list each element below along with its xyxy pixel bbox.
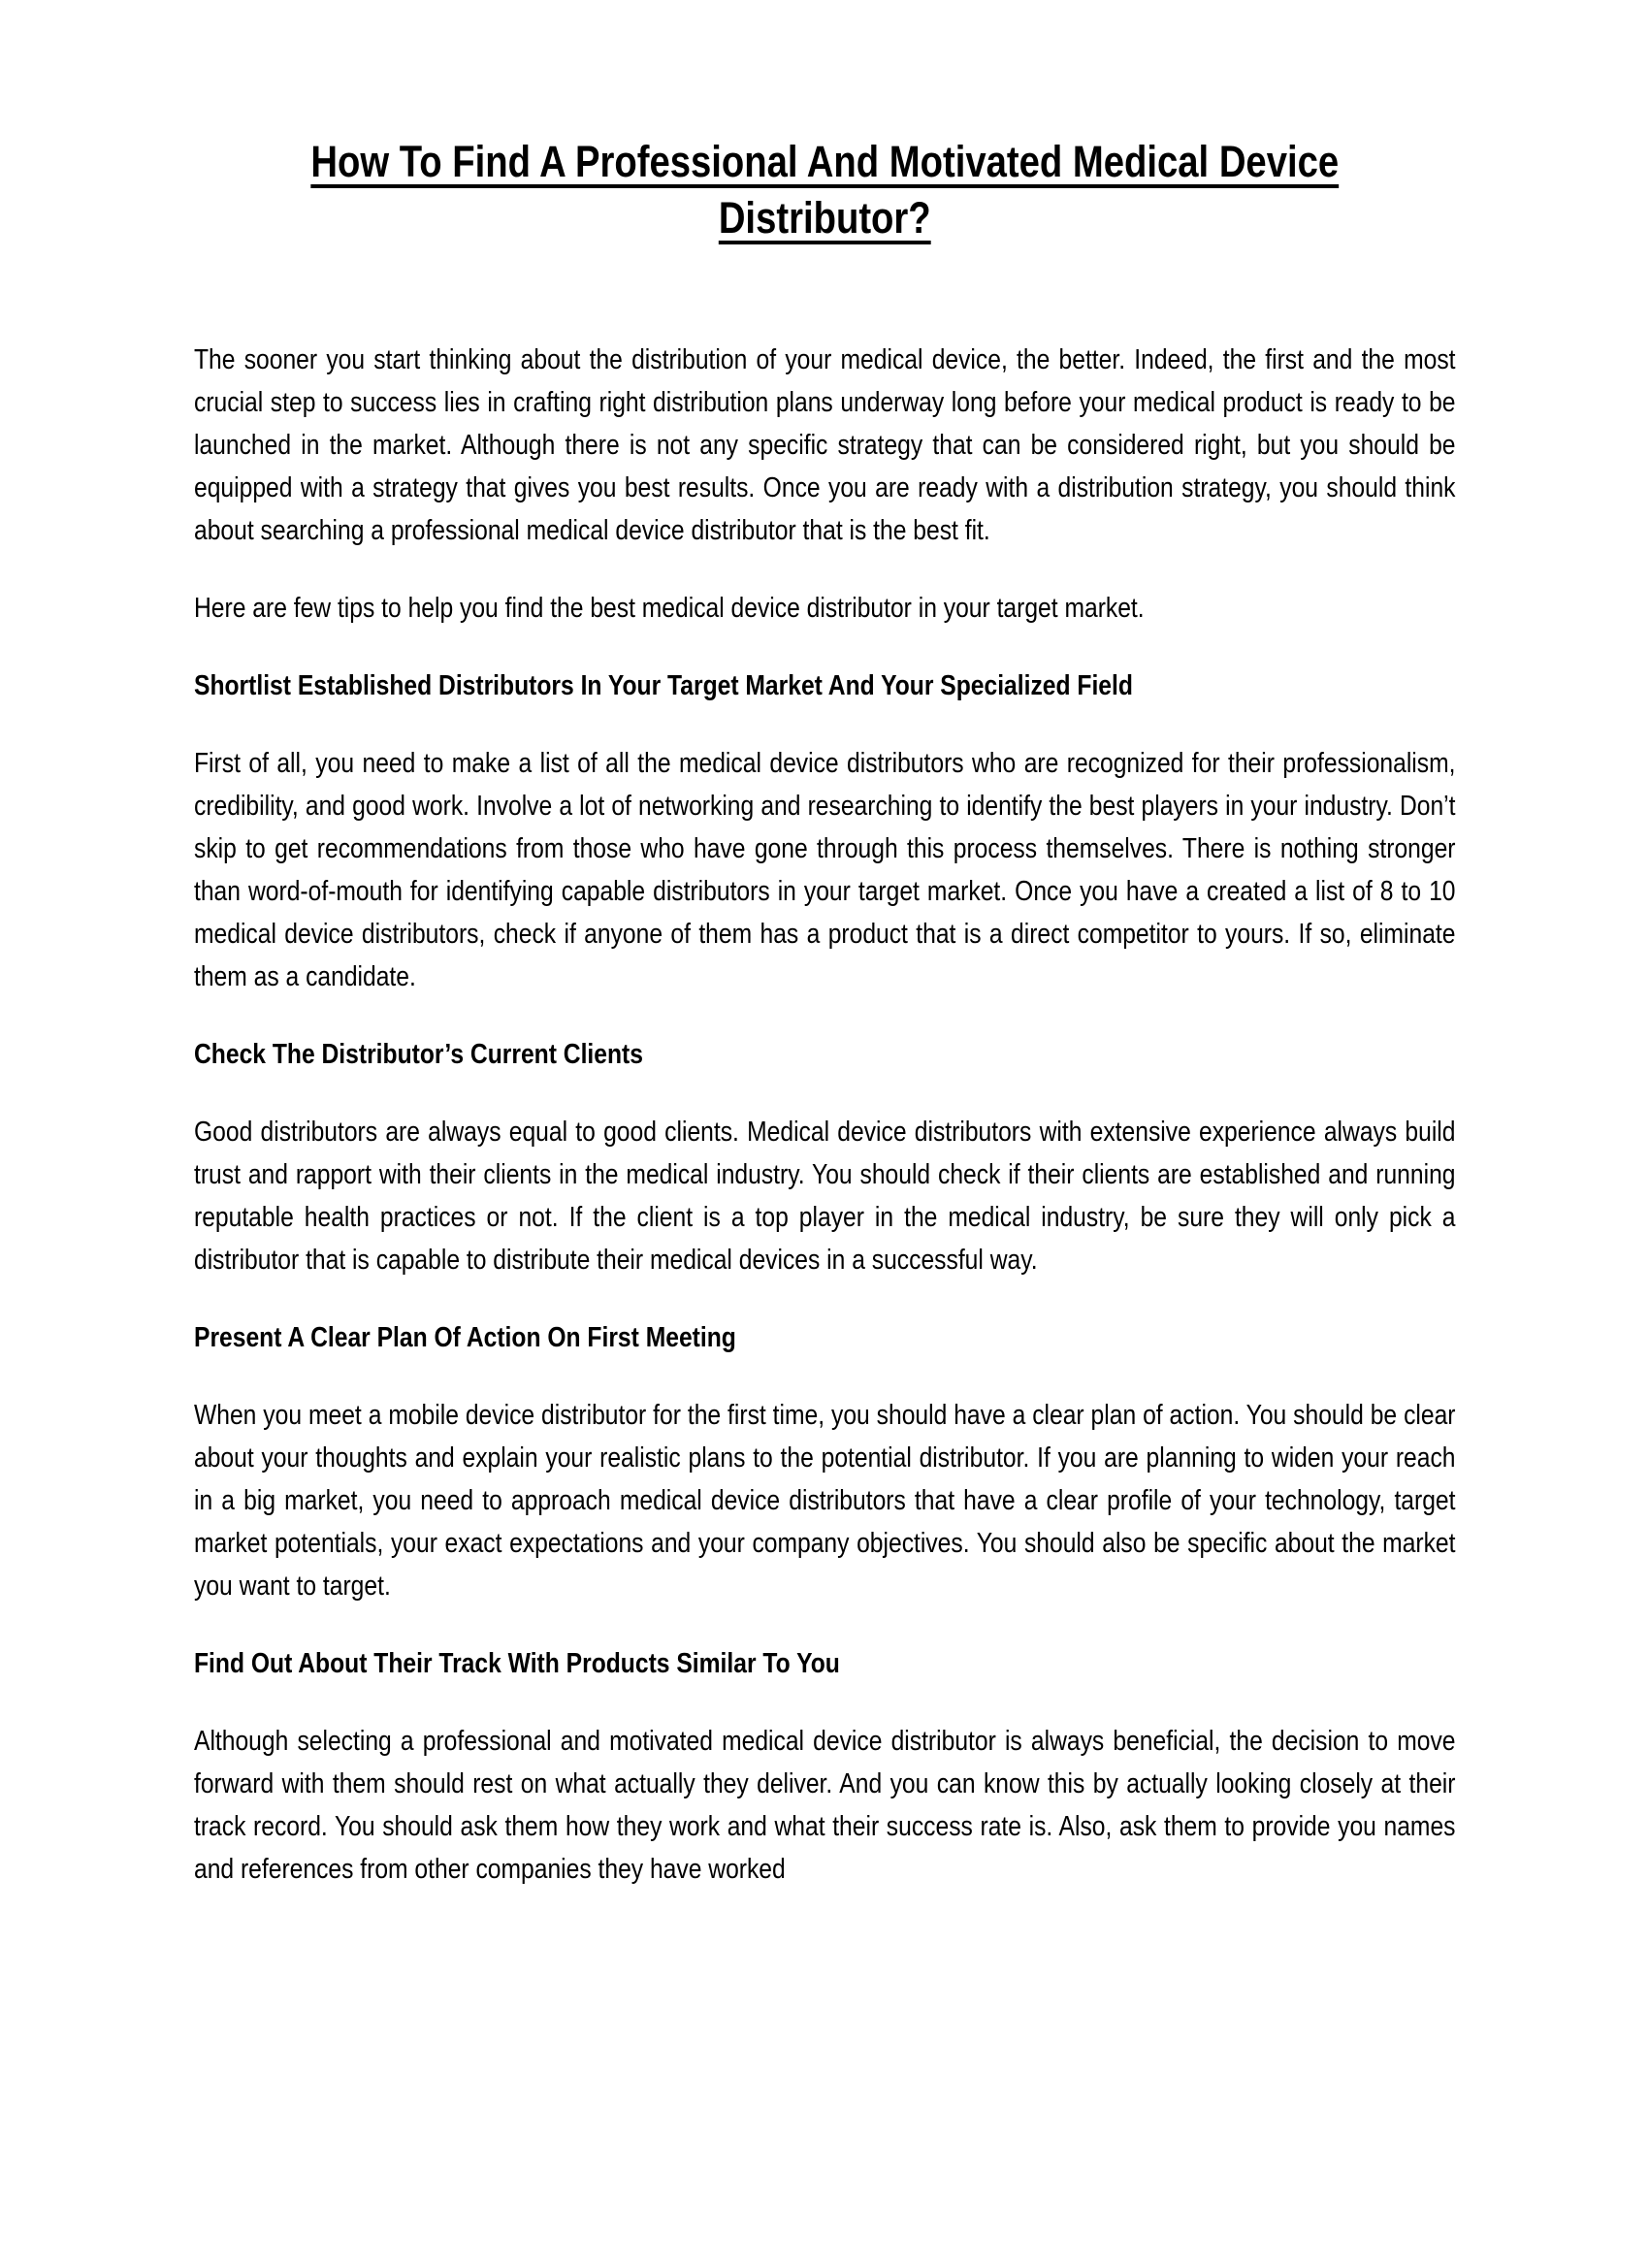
document-title-line2: Distributor? [718, 193, 931, 243]
paragraph-shortlist-distributors: First of all, you need to make a list of all the medical device distributors who are recognized for their professionalism, credibility, and good work. Involve a lot of networking and researching to identify the best players in your industry. Don’t skip to get recommendations from those who have gone through this process themselves. There is nothing stronger than word-of-mouth for identifying capable distributors in your target market. Once you have a created a list of 8 to 10 medical device distributors, check if anyone of them has a product that is a direct competitor to yours. If so, eliminate them as a candidate. [194, 748, 1456, 992]
document-title-line1: How To Find A Professional And Motivated Medical Device [310, 137, 1340, 186]
section-heading-shortlist-distributors: Shortlist Established Distributors In Your Target Market And Your Specialized Field [194, 670, 1133, 701]
section-heading-track-record: Find Out About Their Track With Products Similar To You [194, 1648, 840, 1679]
paragraph-clear-plan-of-action: When you meet a mobile device distributor for the first time, you should have a clear plan of action. You should be clear about your thoughts and explain your realistic plans to the potential distributor. If you are planning to widen your reach in a big market, you need to approach medical device distributors that have a clear profile of your technology, target market potentials, your exact expectations and your company objectives. You should also be specific about the market you want to target. [194, 1400, 1456, 1602]
paragraph-intro: The sooner you start thinking about the distribution of your medical device, the better. Indeed, the first and the most crucial step to success lies in crafting right distribution plans underway long before your medical product is ready to be launched in the market. Although there is not any specific strategy that can be considered right, but you should be equipped with a strategy that gives you best results. Once you are ready with a distribution strategy, you should think about searching a professional medical device distributor that is the best fit. [194, 344, 1456, 546]
section-heading-clear-plan-of-action: Present A Clear Plan Of Action On First Meeting [194, 1322, 736, 1353]
document-content [194, 134, 1456, 1891]
paragraph-check-current-clients: Good distributors are always equal to good clients. Medical device distributors with extensive experience always build trust and rapport with their clients in the medical industry. You should check if their clients are established and running reputable health practices or not. If the client is a top player in the medical industry, be sure they will only pick a distributor that is capable to distribute their medical devices in a successful way. [194, 1117, 1456, 1276]
section-heading-check-current-clients: Check The Distributor’s Current Clients [194, 1039, 643, 1070]
document-title [194, 134, 1456, 246]
paragraph-track-record: Although selecting a professional and motivated medical device distributor is always beneficial, the decision to move forward with them should rest on what actually they deliver. And you can know this by actually looking closely at their track record. You should ask them how they work and what their success rate is. Also, ask them to provide you names and references from other companies they have worked [194, 1726, 1456, 1885]
paragraph-tips-lead-in: Here are few tips to help you find the best medical device distributor in your target market. [194, 593, 1145, 624]
document-page [0, 134, 1649, 1891]
